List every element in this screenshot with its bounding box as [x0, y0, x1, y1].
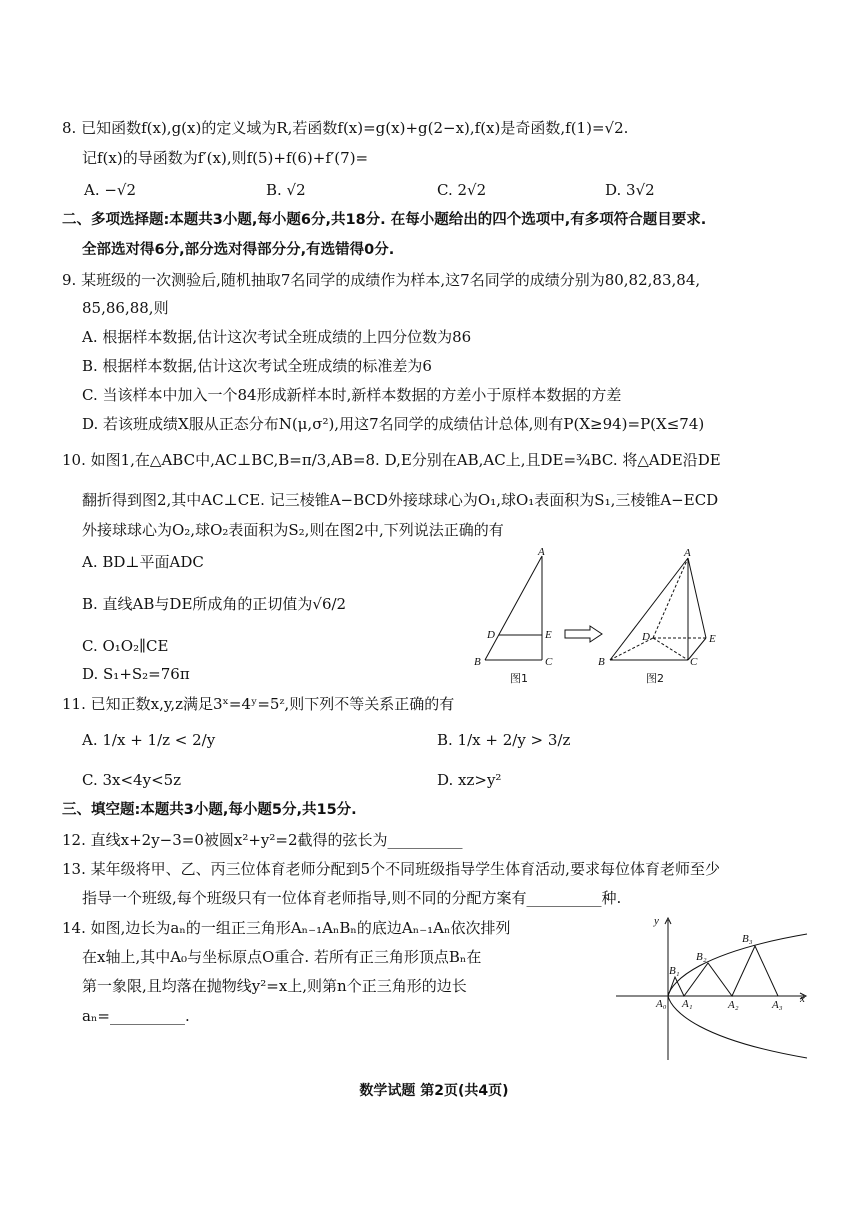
section3-heading: 三、填空题:本题共3小题,每小题5分,共15分. — [62, 802, 357, 818]
fold-arrow-icon — [565, 626, 602, 642]
fig2-label-a: A — [684, 548, 691, 559]
label-b2: B₂ — [696, 951, 707, 963]
q10-stem-line3: 外接球球心为O₂,球O₂表面积为S₂,则在图2中,下列说法正确的有 — [82, 521, 504, 539]
label-a0: A₀ — [656, 998, 667, 1010]
q11-stem: 11. 已知正数x,y,z满足3ˣ=4ʸ=5ᶻ,则下列不等关系正确的有 — [62, 695, 455, 713]
q13-stem-line1: 13. 某年级将甲、乙、丙三位体育老师分配到5个不同班级指导学生体育活动,要求每位体育老师至少 — [62, 860, 720, 878]
q14-stem-line3: 第一象限,且均落在抛物线y²=x上,则第n个正三角形的边长 — [82, 977, 467, 995]
fig1-label-d: D — [487, 629, 495, 641]
axis-y-label: y — [654, 915, 659, 927]
q9-option-c: C. 当该样本中加入一个84形成新样本时,新样本数据的方差小于原样本数据的方差 — [82, 386, 622, 404]
section2-heading-line2: 全部选对得6分,部分选对得部分分,有选错得0分. — [82, 242, 395, 258]
q14-stem-line1: 14. 如图,边长为aₙ的一组正三角形Aₙ₋₁AₙBₙ的底边Aₙ₋₁Aₙ依次排列 — [62, 919, 511, 937]
q9-option-a: A. 根据样本数据,估计这次考试全班成绩的上四分位数为86 — [82, 328, 472, 346]
fig2-label-e: E — [709, 633, 716, 645]
q8-option-a: A. −√2 — [84, 181, 137, 199]
q10-figures — [470, 548, 730, 688]
q11-option-a: A. 1/x + 1/z < 2/y — [82, 731, 216, 749]
q10-stem-line2: 翻折得到图2,其中AC⊥CE. 记三棱锥A−BCD外接球球心为O₁,球O₁表面积为S₁,三棱锥A−ECD — [82, 491, 719, 509]
fig1-label-e: E — [545, 629, 552, 641]
q9-option-d: D. 若该班成绩X服从正态分布N(μ,σ²),用这7名同学的成绩估计总体,则有P(X≥94)=P(X≤74) — [82, 415, 705, 433]
section2-heading-line1: 二、多项选择题:本题共3小题,每小题6分,共18分. 在每小题给出的四个选项中,有多项符合题目要求. — [62, 212, 707, 228]
fig1-label-a: A — [538, 548, 545, 558]
label-a1: A₁ — [682, 998, 693, 1010]
q8-stem-line2: 记f(x)的导函数为f′(x),则f(5)+f(6)+f′(7)= — [82, 149, 369, 167]
fig1-label-b: B — [474, 656, 481, 668]
q9-stem-line2: 85,86,88,则 — [82, 299, 169, 317]
figure2-pyramid — [610, 558, 706, 660]
fig2-label-b: B — [598, 656, 605, 668]
q10-option-b: B. 直线AB与DE所成角的正切值为√6/2 — [82, 595, 347, 613]
q14-stem-line4: aₙ=__________. — [82, 1007, 190, 1025]
q9-option-b: B. 根据样本数据,估计这次考试全班成绩的标准差为6 — [82, 357, 432, 375]
label-b1: B₁ — [669, 965, 680, 977]
q11-option-b: B. 1/x + 2/y > 3/z — [437, 731, 571, 749]
q8-stem-line1: 8. 已知函数f(x),g(x)的定义域为R,若函数f(x)=g(x)+g(2−x),f(x)是奇函数,f(1)=√2. — [62, 119, 629, 137]
q12-stem: 12. 直线x+2y−3=0被圆x²+y²=2截得的弦长为__________ — [62, 831, 463, 849]
q10-option-a: A. BD⊥平面ADC — [82, 553, 204, 571]
q13-stem-line2: 指导一个班级,每个班级只有一位体育老师指导,则不同的分配方案有__________种. — [82, 889, 622, 907]
label-a3: A₃ — [772, 999, 783, 1011]
figure1-triangle — [485, 556, 542, 660]
label-a2: A₂ — [728, 999, 739, 1011]
fig1-label-c: C — [545, 656, 553, 668]
axis-x-label: x — [800, 993, 805, 1005]
page-footer: 数学试题 第2页(共4页) — [359, 1083, 509, 1099]
q9-stem-line1: 9. 某班级的一次测验后,随机抽取7名同学的成绩作为样本,这7名同学的成绩分别为80,82,83,84, — [62, 271, 701, 289]
figure1-caption: 图1 — [510, 672, 528, 685]
q10-stem-line1: 10. 如图1,在△ABC中,AC⊥BC,B=π/3,AB=8. D,E分别在AB,AC上,且DE=¾BC. 将△ADE沿DE — [62, 451, 721, 469]
q11-option-d: D. xz>y² — [437, 771, 502, 789]
q10-option-c: C. O₁O₂∥CE — [82, 637, 169, 655]
figure2-caption: 图2 — [646, 672, 664, 685]
q14-parabola-figure — [612, 910, 812, 1065]
q11-option-c: C. 3x<4y<5z — [82, 771, 182, 789]
q14-stem-line2: 在x轴上,其中A₀与坐标原点O重合. 若所有正三角形顶点Bₙ在 — [82, 948, 482, 966]
fig2-label-c: C — [690, 656, 698, 668]
q10-option-d: D. S₁+S₂=76π — [82, 665, 190, 683]
fig2-label-d: D — [642, 631, 650, 643]
q8-option-b: B. √2 — [266, 181, 306, 199]
q8-option-c: C. 2√2 — [437, 181, 487, 199]
label-b3: B₃ — [742, 933, 753, 945]
q8-option-d: D. 3√2 — [605, 181, 655, 199]
